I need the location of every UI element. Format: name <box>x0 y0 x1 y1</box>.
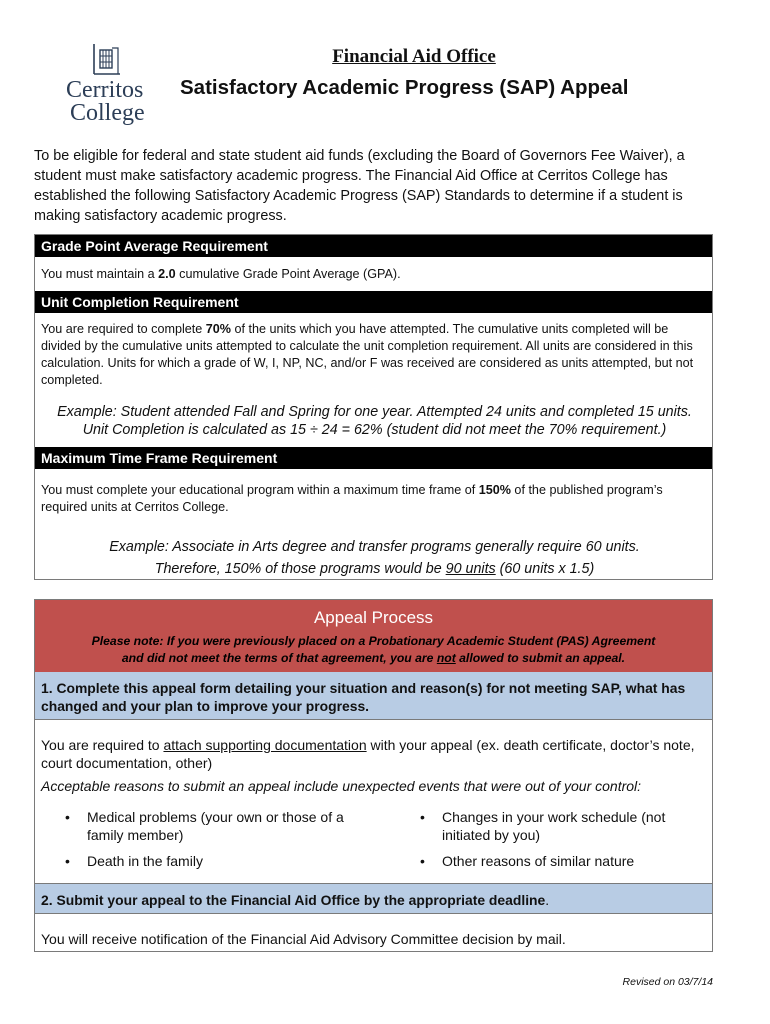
reason-item: • Medical problems (your own or those of a family member) <box>65 809 344 843</box>
gpa-value: 2.0 <box>158 267 176 281</box>
unit-text: You are required to complete 70% of the units which you have attempted. The cumulative units completed will be divided by the cumulative units attempted to calculate the unit completion requirement. All units are considered in this calculation. Units for which a grade of W, I, NP, NC, and/or F was received are considered as units attempted, but not completed. <box>41 322 694 387</box>
page-title: Satisfactory Academic Progress (SAP) Appeal <box>180 76 629 99</box>
appeal-step-2: 2. Submit your appeal to the Financial Aid Office by the appropriate deadline. <box>35 884 712 913</box>
supporting-documentation: attach supporting documentation <box>163 737 367 753</box>
gpa-heading: Grade Point Average Requirement <box>35 235 712 257</box>
unit-heading: Unit Completion Requirement <box>35 291 712 313</box>
office-title: Financial Aid Office <box>332 46 496 67</box>
not-word: not <box>436 651 456 665</box>
acceptable-reasons-intro: Acceptable reasons to submit an appeal include unexpected events that were out of your control: <box>41 778 642 794</box>
unit-value: 70% <box>205 322 231 336</box>
unit-example-line1: Example: Student attended Fall and Spring for one year. Attempted 24 units and completed 15 units. <box>57 404 692 420</box>
logo-word-cerritos: Cerritos <box>66 77 144 103</box>
appeal-title: Appeal Process <box>313 608 434 627</box>
appeal-header <box>35 600 712 672</box>
appeal-process-box <box>34 599 713 952</box>
ninety-units: 90 units <box>445 561 496 577</box>
unit-example-line2: Unit Completion is calculated as 15 ÷ 24 = 62% (student did not meet the 70% requirement.) <box>82 422 667 438</box>
max-time-value: 150% <box>478 483 511 497</box>
intro-paragraph: To be eligible for federal and state student aid funds (excluding the Board of Governors Fee Waiver), a student must make satisfactory academic progress. The Financial Aid Office at Cerritos College has established the following Satisfactory Academic Progress (SAP) Standards to determine if a student is making satisfactory academic progress. <box>34 148 685 224</box>
logo-word-college: College <box>70 100 145 126</box>
appeal-step-1: 1. Complete this appeal form detailing your situation and reason(s) for not meeting SAP, what has changed and your plan to improve your progress. <box>35 672 712 719</box>
documentation-text: You are required to attach supporting documentation with your appeal (ex. death certificate, doctor’s note, court documentation, other) <box>41 737 695 771</box>
revised-date: Revised on 03/7/14 <box>622 976 713 988</box>
max-time-example-line1: Example: Associate in Arts degree and transfer programs generally require 60 units. <box>109 539 640 555</box>
max-time-example-line2: Therefore, 150% of those programs would be 90 units (60 units x 1.5) <box>154 561 595 577</box>
sap-requirements-box <box>34 234 713 580</box>
reason-item: • Changes in your work schedule (not initiated by you) <box>420 809 666 843</box>
max-time-heading: Maximum Time Frame Requirement <box>35 447 712 469</box>
reason-item: • Other reasons of similar nature <box>420 853 635 869</box>
appeal-note: Please note: If you were previously placed on a Probationary Academic Student (PAS) Agreement and did not meet the terms of that agreement, you are not allowed to submit an appeal. <box>91 634 656 665</box>
notification-text: You will receive notification of the Financial Aid Advisory Committee decision by mail. <box>41 931 566 947</box>
reason-item: • Death in the family <box>65 853 203 869</box>
gpa-text: You must maintain a 2.0 cumulative Grade Point Average (GPA). <box>41 267 401 281</box>
max-time-text: You must complete your educational program within a maximum time frame of 150% of the published program’s required units at Cerritos College. <box>41 483 663 514</box>
